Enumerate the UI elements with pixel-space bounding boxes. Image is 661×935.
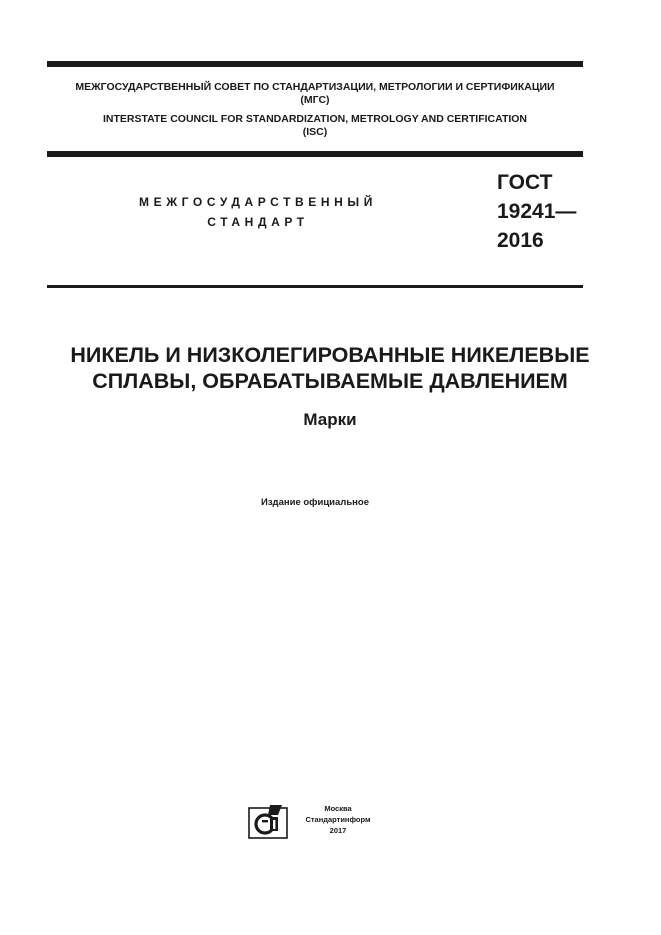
council-name-ru-line1: МЕЖГОСУДАРСТВЕННЫЙ СОВЕТ ПО СТАНДАРТИЗАЦИИ, МЕТРОЛОГИИ И СЕРТИФИКАЦИИ — [75, 81, 555, 93]
gost-year: 2016 — [497, 229, 544, 252]
top-rule — [47, 61, 583, 67]
lower-rule — [47, 285, 583, 288]
document-subtitle: Марки — [303, 410, 357, 429]
council-name-ru — [47, 81, 583, 107]
edition-note: Издание официальное — [261, 497, 369, 508]
standard-type — [120, 192, 396, 232]
document-title-line2: СПЛАВЫ, ОБРАБАТЫВАЕМЫЕ ДАВЛЕНИЕМ — [92, 369, 568, 393]
publisher-year: 2017 — [329, 826, 347, 835]
document-title-line1: НИКЕЛЬ И НИЗКОЛЕГИРОВАННЫЕ НИКЕЛЕВЫЕ — [70, 343, 590, 367]
gost-designation — [497, 168, 576, 255]
document-title — [30, 342, 630, 394]
standard-type-line1: МЕЖГОСУДАРСТВЕННЫЙ — [139, 195, 377, 209]
gost-label: ГОСТ — [497, 171, 553, 194]
publisher-city: Москва — [324, 804, 352, 813]
publisher-imprint — [293, 803, 383, 836]
council-name-en-line1: INTERSTATE COUNCIL FOR STANDARDIZATION, METROLOGY AND CERTIFICATION — [102, 113, 528, 125]
standartinform-logo-icon — [248, 805, 288, 839]
publisher-name: Стандартинформ — [305, 815, 371, 824]
council-abbr-ru: (МГС) — [300, 94, 330, 106]
council-name-en — [47, 113, 583, 139]
gost-number: 19241— — [497, 200, 577, 223]
middle-rule — [47, 151, 583, 157]
council-abbr-en: (ISC) — [302, 126, 328, 138]
standard-type-line2: СТАНДАРТ — [207, 215, 309, 229]
